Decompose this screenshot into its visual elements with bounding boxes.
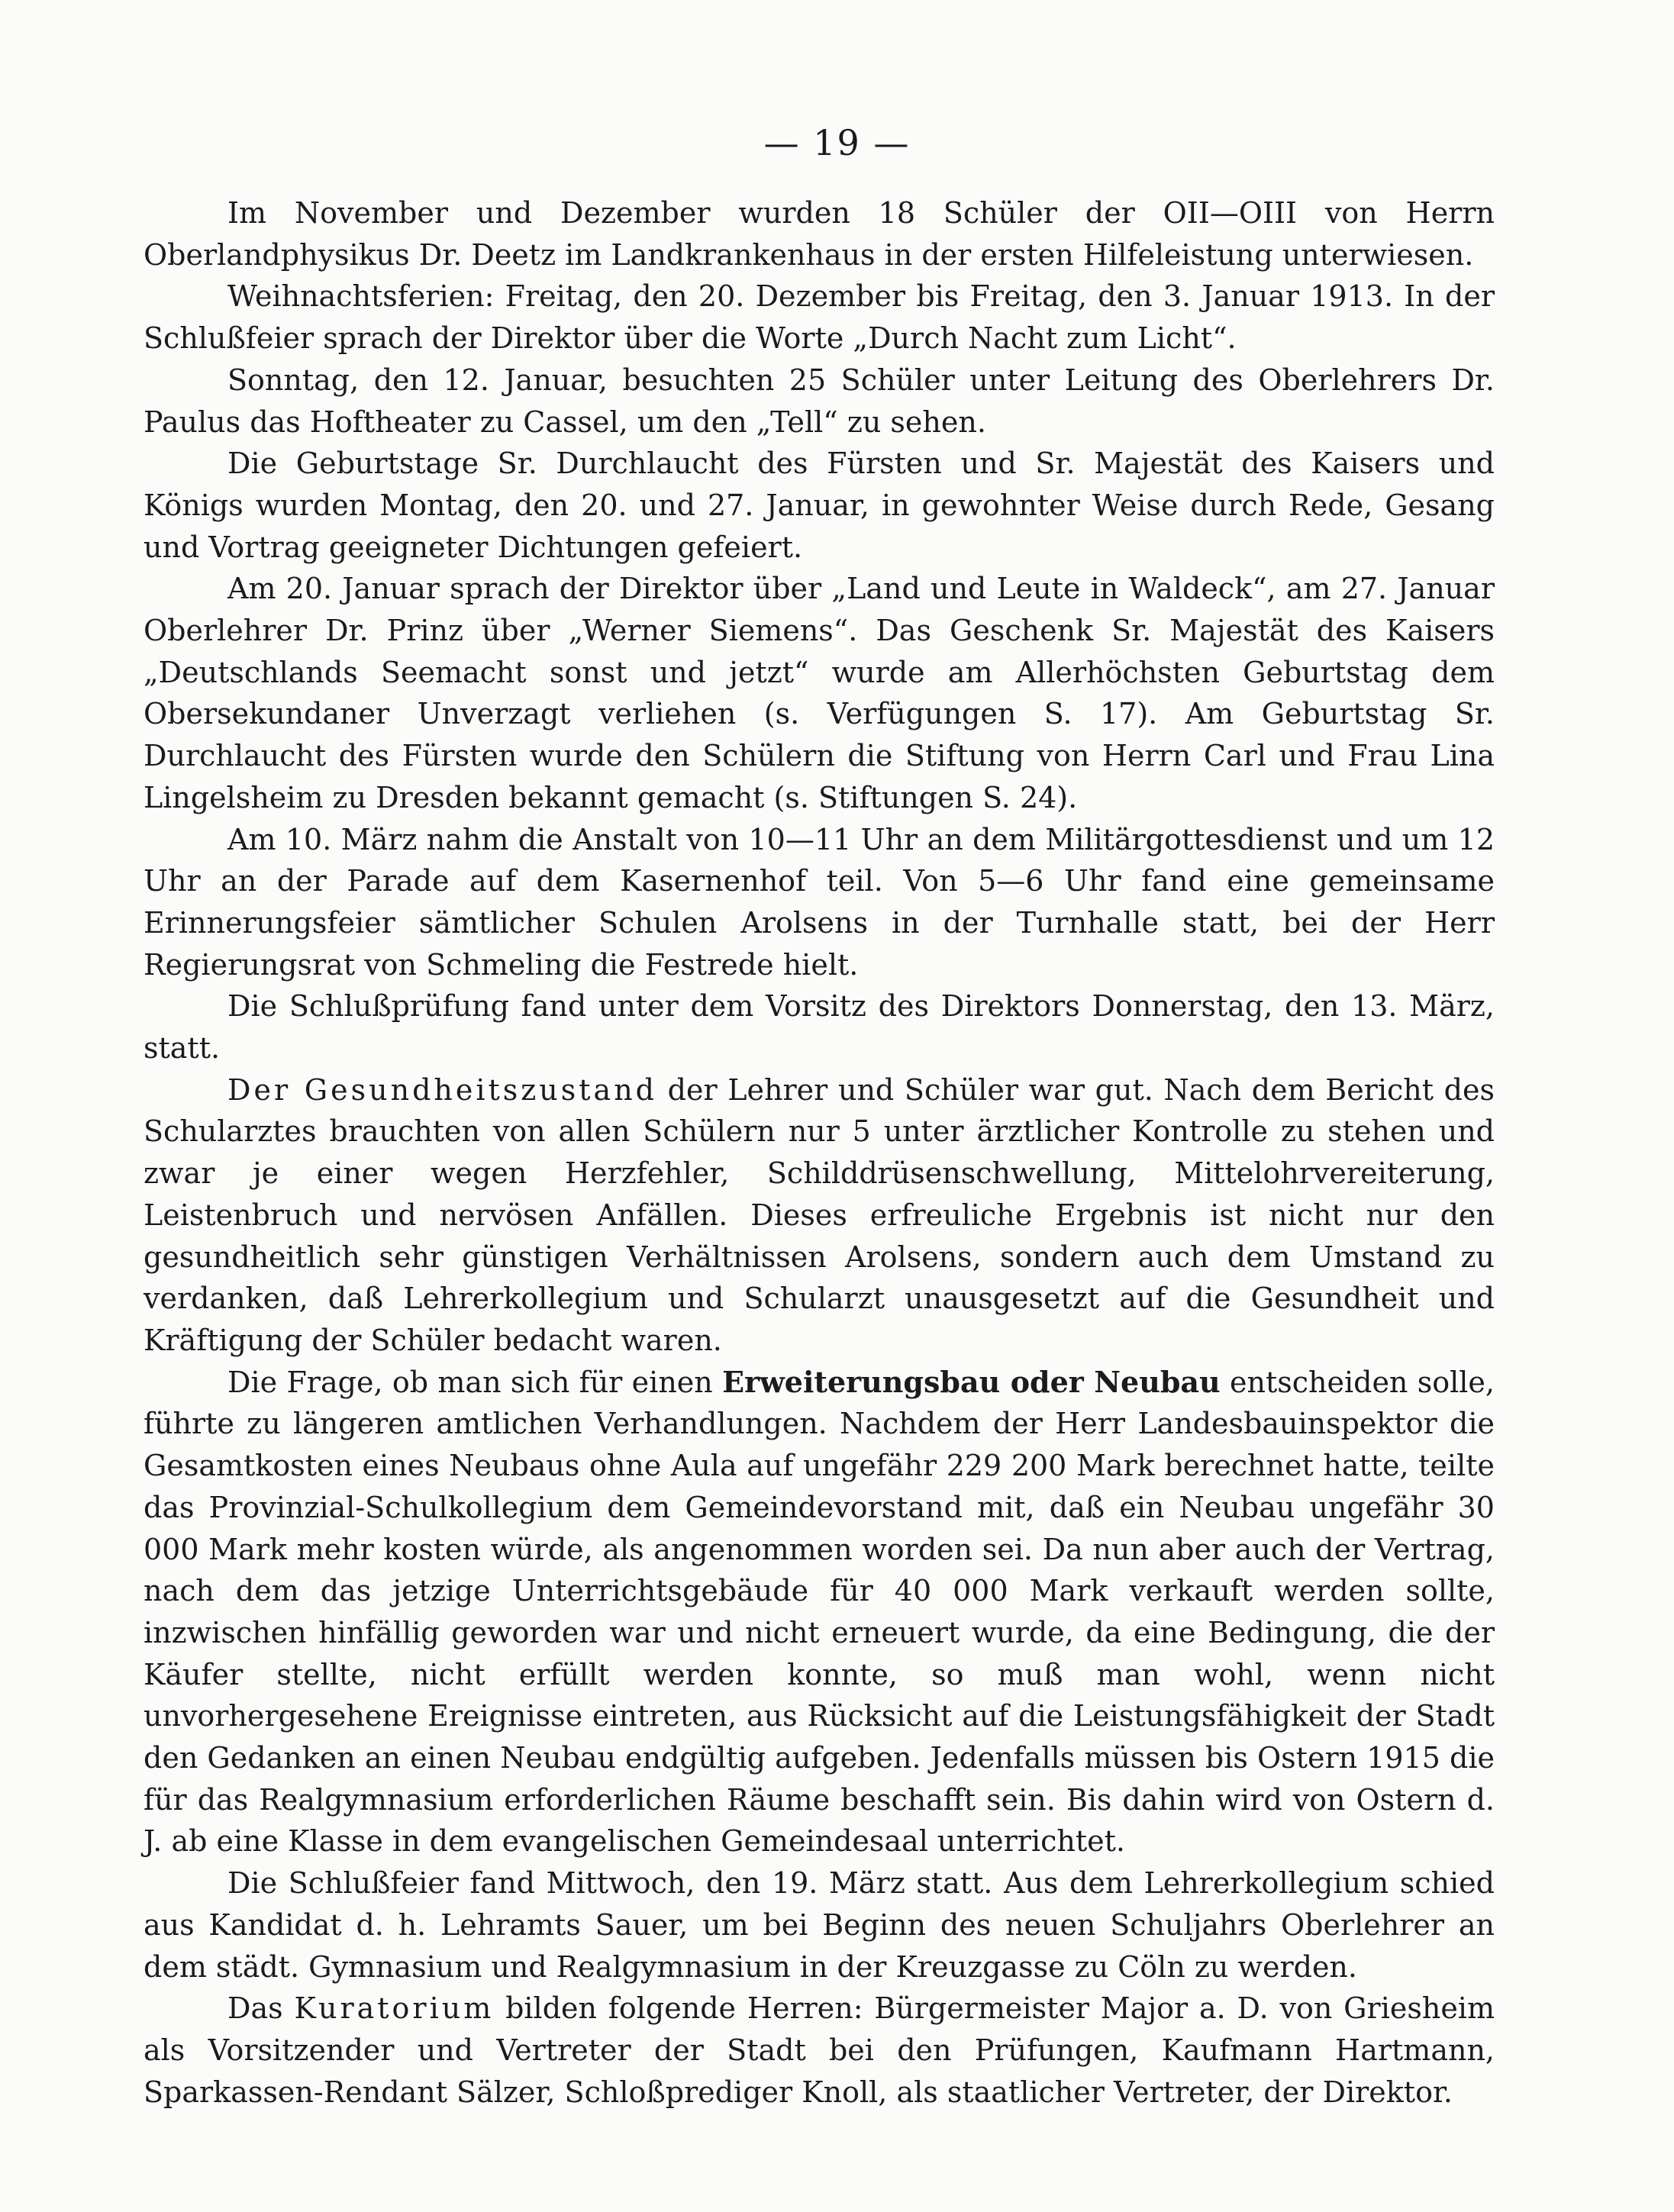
board-text: bilden folgende Herren: Bürgermeister Major a. D. von Griesheim als Vorsitzender und Vertreter der Stadt bei den Prüfungen, Kaufmann Hartmann, Sparkassen-Rendant Sälzer, Schloßprediger Knoll, als staatlicher Vertreter, der Direktor. <box>144 1991 1495 2109</box>
paragraph-board <box>144 1988 1495 2113</box>
board-pre: Das <box>227 1991 295 2026</box>
page-number: — 19 — <box>763 122 911 163</box>
paragraph-new-building <box>144 1362 1495 1862</box>
paragraph-closing-ceremony: Die Schlußfeier fand Mittwoch, den 19. März statt. Aus dem Lehrerkollegium schied aus Kandidat d. h. Lehramts Sauer, um bei Beginn des neuen Schuljahrs Oberlehrer an dem städt. Gymnasium und Realgymnasium in der Kreuzgasse zu Cöln zu werden. <box>144 1866 1495 1984</box>
paragraph-theater-visit: Sonntag, den 12. Januar, besuchten 25 Schüler unter Leitung des Oberlehrers Dr. Paulus das Hoftheater zu Cassel, um den „Tell“ zu sehen. <box>144 363 1495 439</box>
health-heading: Der Gesundheitszustand <box>227 1072 658 1107</box>
building-heading: Erweiterungsbau oder Neubau <box>722 1364 1221 1399</box>
health-text: der Lehrer und Schüler war gut. Nach dem Bericht des Schularztes brauchten von allen Schülern nur 5 unter ärztlicher Kontrolle zu stehen und zwar je einer wegen Herzfehler, Schilddrüsenschwellung, Mittelohrvereiterung, Leistenbruch und nervösen Anfällen. Dieses erfreuliche Ergebnis ist nicht nur den gesundheitlich sehr günstigen Verhältnissen Arolsens, sondern auch dem Umstand zu verdanken, daß Lehrerkollegium und Schularzt unausgesetzt auf die Gesundheit und Kräftigung der Schüler bedacht waren. <box>144 1072 1495 1357</box>
building-pre: Die Frage, ob man sich für einen <box>227 1365 723 1399</box>
paragraph-lectures: Am 20. Januar sprach der Direktor über „Land und Leute in Waldeck“, am 27. Januar Oberlehrer Dr. Prinz über „Werner Siemens“. Das Geschenk Sr. Majestät des Kaisers „Deutschlands Seemacht sonst und jetzt“ wurde am Allerhöchsten Geburtstag dem Obersekundaner Unverzagt verliehen (s. Verfügungen S. 17). Am Geburtstag Sr. Durchlaucht des Fürsten wurde den Schülern die Stiftung von Herrn Carl und Frau Lina Lingelsheim zu Dresden bekannt gemacht (s. Stiftungen S. 24). <box>144 572 1495 814</box>
paragraph-march-events: Am 10. März nahm die Anstalt von 10—11 Uhr an dem Militärgottesdienst und um 12 Uhr an der Parade auf dem Kasernenhof teil. Von 5—6 Uhr fand eine gemeinsame Erinnerungsfeier sämtlicher Schulen Arolsens in der Turnhalle statt, bei der Herr Regierungsrat von Schmeling die Festrede hielt. <box>144 822 1495 982</box>
building-text: entscheiden solle, führte zu längeren amtlichen Verhandlungen. Nachdem der Herr Landesbauinspektor die Gesamtkosten eines Neubaus ohne Aula auf ungefähr 229 200 Mark berechnet hatte, teilte das Provinzial-Schulkollegium dem Gemeindevorstand mit, daß ein Neubau ungefähr 30 000 Mark mehr kosten würde, als angenommen worden sei. Da nun aber auch der Vertrag, nach dem das jetzige Unterrichtsgebäude für 40 000 Mark verkauft werden sollte, inzwischen hinfällig geworden war und nicht erneuert wurde, da eine Bedingung, die der Käufer stellte, nicht erfüllt werden konnte, so muß man wohl, wenn nicht unvorhergesehene Ereignisse eintreten, aus Rücksicht auf die Leistungsfähigkeit der Stadt den Gedanken an einen Neubau endgültig aufgeben. Jedenfalls müssen bis Ostern 1915 die für das Realgymnasium erforderlichen Räume beschafft sein. Bis dahin wird von Ostern d. J. ab eine Klasse in dem evangelischen Gemeindesaal unterrichtet. <box>144 1365 1495 1859</box>
paragraph-christmas-holidays: Weihnachtsferien: Freitag, den 20. Dezember bis Freitag, den 3. Januar 1913. In der Schlußfeier sprach der Direktor über die Worte „Durch Nacht zum Licht“. <box>144 279 1495 356</box>
paragraph-birthdays: Die Geburtstage Sr. Durchlaucht des Fürsten und Sr. Majestät des Kaisers und Königs wurden Montag, den 20. und 27. Januar, in gewohnter Weise durch Rede, Gesang und Vortrag geeigneter Dichtungen gefeiert. <box>144 447 1495 564</box>
paragraph-health <box>144 1069 1495 1362</box>
text-body <box>144 192 1495 2113</box>
paragraph-first-aid: Im November und Dezember wurden 18 Schüler der OII—OIII von Herrn Oberlandphysikus Dr. Deetz im Landkrankenhaus in der ersten Hilfeleistung unterwiesen. <box>144 196 1495 272</box>
board-heading: Kuratorium <box>294 1991 495 2026</box>
paragraph-final-exam: Die Schlußprüfung fand unter dem Vorsitz des Direktors Donnerstag, den 13. März, statt. <box>144 989 1495 1066</box>
